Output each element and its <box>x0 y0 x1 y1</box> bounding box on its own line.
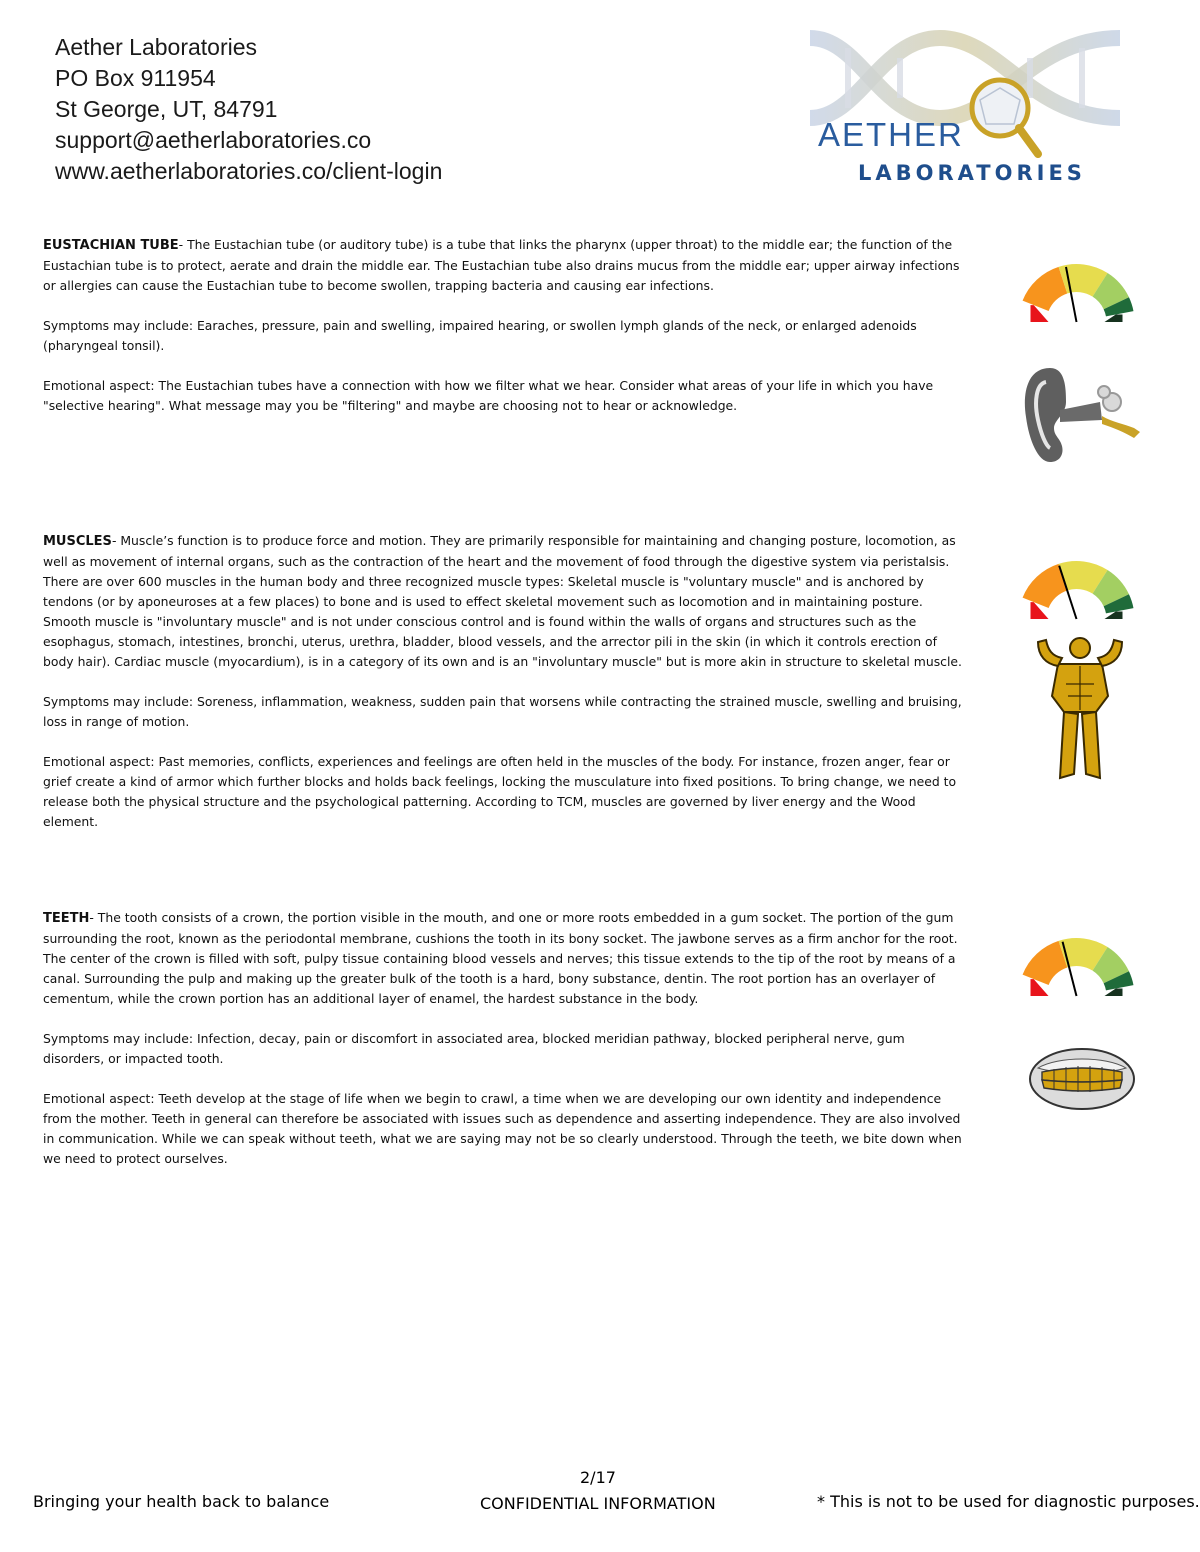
section-term: TEETH <box>43 911 90 926</box>
section-description: - The Eustachian tube (or auditory tube) is a tube that links the pharynx (upper throat) to the middle ear; the function of the Eustachian tube is to protect, aerate and drain the middle ear. The Eustachian tube also drains mucus from the middle ear; upper airway infections or allergies can cause the Eustachian tube to become swollen, trapping bacteria and causing ear infections. <box>43 237 960 293</box>
section-teeth <box>43 908 963 1189</box>
gauge-muscles <box>1016 557 1137 621</box>
city-state-zip: St George, UT, 84791 <box>55 96 278 122</box>
ear-icon <box>1020 362 1144 466</box>
footer-confidential: CONFIDENTIAL INFORMATION <box>480 1494 716 1513</box>
footer-tagline: Bringing your health back to balance <box>33 1492 330 1511</box>
gauge-teeth <box>1016 934 1137 998</box>
section-term: EUSTACHIAN TUBE <box>43 238 179 253</box>
section-emotional-aspect: Emotional aspect: Past memories, conflicts, experiences and feelings are often held in the muscles of the body. For instance, frozen anger, fear or grief create a kind of armor which further blocks and holds back feelings, locking the musculature into fixed positions. To bring change, we need to release both the physical structure and the psychological patterning. According to TCM, muscles are governed by liver energy and the Wood element. <box>43 754 957 829</box>
section-symptoms: Symptoms may include: Earaches, pressure, pain and swelling, impaired hearing, or swollen lymph glands of the neck, or enlarged adenoids (pharyngeal tonsil). <box>43 318 917 353</box>
page-number: 2/17 <box>580 1468 616 1487</box>
support-email: support@aetherlaboratories.co <box>55 127 372 153</box>
company-address <box>55 32 442 187</box>
section-description: - Muscle’s function is to produce force and motion. They are primarily responsible for maintaining and changing posture, locomotion, as well as movement of internal organs, such as the contraction of the heart and the movement of food through the digestive system via peristalsis. There are over 600 muscles in the human body and three recognized muscle types: Skeletal muscle is "voluntary muscle" and is anchored by tendons (or by aponeuroses at a few places) to bone and is used to effect skeletal movement such as locomotion and in maintaining posture. Smooth muscle is "involuntary muscle" and is not under conscious control and is found within the walls of organs and structures such as the esophagus, stomach, intestines, bronchi, uterus, urethra, bladder, blood vessels, and the arrector pili in the skin (in which it controls erection of body hair). Cardiac muscle (myocardium), is in a category of its own and is an "involuntary muscle" but is more akin in structure to skeletal muscle. <box>43 533 962 669</box>
section-symptoms: Symptoms may include: Infection, decay, pain or discomfort in associated area, blocked meridian pathway, blocked peripheral nerve, gum disorders, or impacted tooth. <box>43 1031 905 1066</box>
section-term: MUSCLES <box>43 534 112 549</box>
aether-laboratories-logo <box>800 28 1130 188</box>
company-name: Aether Laboratories <box>55 34 258 60</box>
client-login-url: www.aetherlaboratories.co/client-login <box>55 158 443 184</box>
svg-text:AETHER: AETHER <box>818 116 964 153</box>
gauge-eustachian-tube <box>1016 260 1137 324</box>
footer-disclaimer: * This is not to be used for diagnostic purposes. <box>817 1492 1200 1511</box>
muscle-body-icon <box>1030 634 1130 784</box>
section-emotional-aspect: Emotional aspect: The Eustachian tubes have a connection with how we filter what we hear. Consider what areas of your life in which you have "selective hearing". What message may you be "filtering" and maybe are choosing not to hear or acknowledge. <box>43 378 934 413</box>
section-emotional-aspect: Emotional aspect: Teeth develop at the stage of life when we begin to crawl, a time when we are developing our own identity and independence from the mother. Teeth in general can therefore be associated with issues such as dependence and asserting independence. They are also involved in communication. While we can speak without teeth, what we are saying may not be so clearly understood. Through the teeth, we bite down when we need to protect ourselves. <box>43 1091 962 1166</box>
section-description: - The tooth consists of a crown, the portion visible in the mouth, and one or more roots embedded in a gum socket. The portion of the gum surrounding the root, known as the periodontal membrane, cushions the tooth in its bony socket. The jawbone serves as a firm anchor for the root. The center of the crown is filled with soft, pulpy tissue containing blood vessels and nerves; this tissue extends to the tip of the root by means of a canal. Surrounding the pulp and making up the greater bulk of the tooth is a hard, bony substance, dentin. The root portion has an overlayer of cementum, while the crown portion has an additional layer of enamel, the hardest substance in the body. <box>43 910 958 1006</box>
teeth-icon <box>1028 1046 1136 1112</box>
gauge-segment <box>1023 941 1068 985</box>
gauge-segment <box>1023 267 1068 311</box>
po-box: PO Box 911954 <box>55 65 216 91</box>
section-muscles <box>43 531 963 852</box>
section-symptoms: Symptoms may include: Soreness, inflammation, weakness, sudden pain that worsens while contracting the strained muscle, swelling and bruising, loss in range of motion. <box>43 694 962 729</box>
svg-text:LABORATORIES: LABORATORIES <box>858 161 1086 185</box>
section-eustachian-tube <box>43 235 963 436</box>
